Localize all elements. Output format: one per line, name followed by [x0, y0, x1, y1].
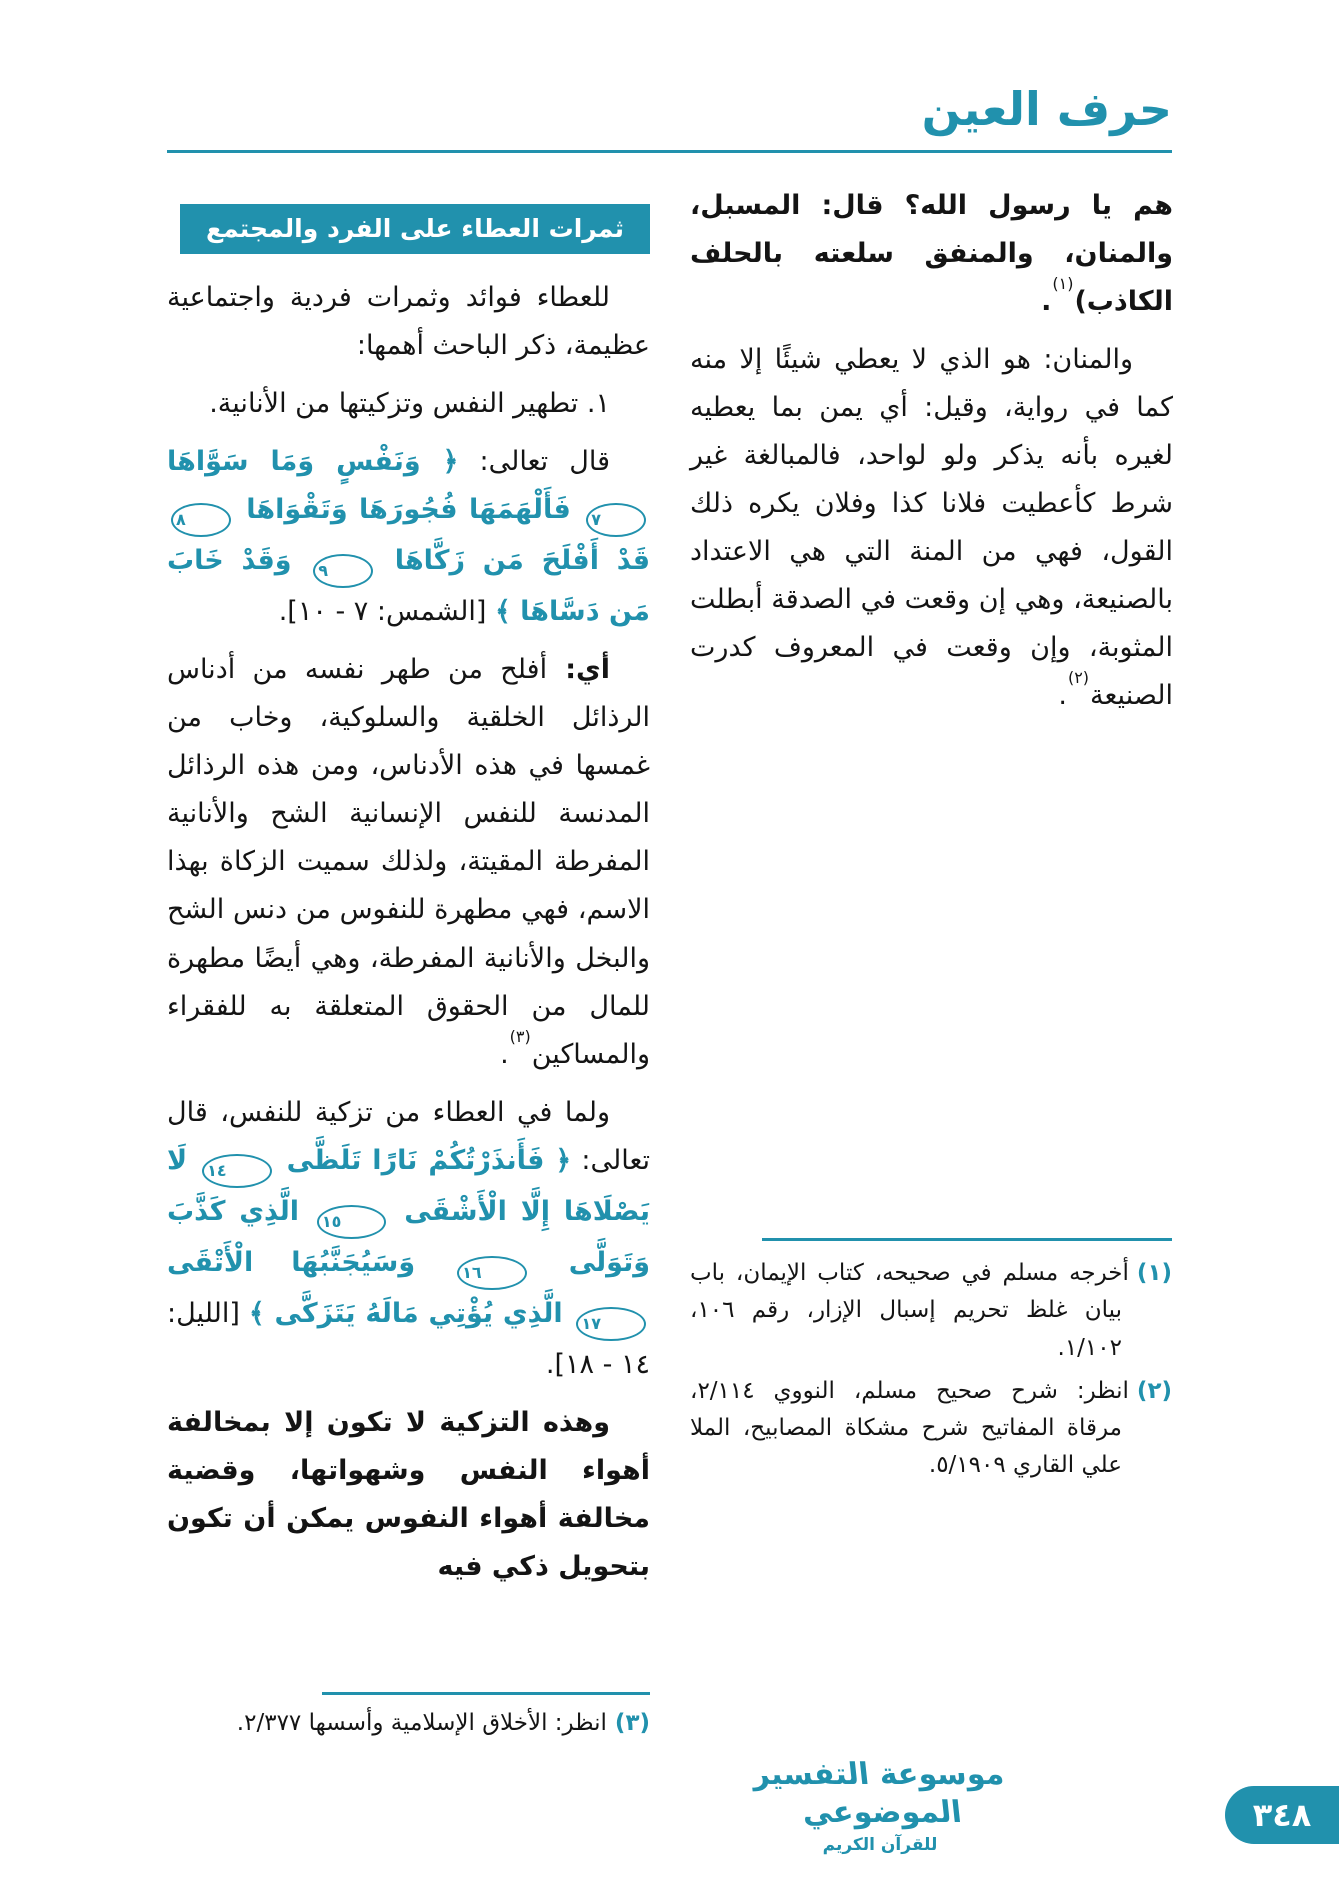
footnotes-separator-left	[322, 1692, 650, 1695]
ayah-number: ٧	[586, 503, 646, 537]
footnote-text-2: انظر: شرح صحيح مسلم، النووي ٢/١١٤، مرقاة المفاتيح شرح مشكاة المصابيح، الملا علي القاري ٥/١٩٠٩.	[690, 1377, 1129, 1479]
tafsir-lead: أي:	[547, 654, 611, 686]
verse-text: ﴿ فَأَنذَرْتُكُمْ نَارًا تَلَظَّى	[275, 1144, 572, 1176]
verse2-reference: [الليل: ١٤ - ١٨].	[167, 1297, 650, 1380]
footnote-marker-2: (٢)	[1136, 1377, 1172, 1404]
verse-text: وَقَدْ خَابَ مَن دَسَّاهَا ﴾	[167, 545, 650, 628]
ayah-number: ١٥	[317, 1205, 387, 1239]
verse-text: قَدْ أَفْلَحَ مَن زَكَّاهَا	[377, 545, 651, 577]
verse-text: فَأَلْهَمَهَا فُجُورَهَا وَتَقْوَاهَا	[234, 494, 583, 526]
ayah-number: ١٤	[202, 1154, 272, 1188]
right-column	[690, 182, 1173, 731]
tafsir-text: أفلح من طهر نفسه من أدناس الرذائل الخلقية والسلوكية، وخاب من غمسها في هذه الأدناس، ومن هذه الرذائل المدنسة للنفس الإنسانية الشح والأنانية المفرطة المقيتة، ولذلك سميت الزكاة بهذا الاسم، فهي مطهرة للنفوس من دنس الشح والبخل والأنانية المفرطة، وهي أيضًا مطهرة للمال من الحقوق المتعلقة به للفقراء والمساكين	[167, 654, 650, 1070]
footnote-marker-3: (٣)	[614, 1710, 650, 1736]
mannan-text: والمنان: هو الذي لا يعطي شيئًا إلا منه كما في رواية، وقيل: أي يمن بما يعطيه لغيره بأنه يذكر ولو لواحد، فالمبالغة غير شرط كأعطيت فلانا كذا وفلان يكره ذلك القول، فهي من المنة التي هي الاعتداد بالصنيعة، وهي إن وقعت في الصدقة أبطلت المثوبة، وإن وقعت في المعروف كدرت الصنيعة	[690, 344, 1173, 712]
section-header-title: حرف العين	[921, 82, 1172, 136]
verse-layl-paragraph	[167, 1089, 650, 1389]
hadith-text: هم يا رسول الله؟ قال: المسبل، والمنان، والمنفق سلعته بالحلف الكاذب)	[690, 190, 1173, 318]
footnote-ref-3: (٣)	[509, 1026, 531, 1046]
header-rule	[167, 150, 1172, 153]
verse-shams-paragraph	[167, 438, 650, 636]
closing-paragraph: وهذه التزكية لا تكون إلا بمخالفة أهواء النفس وشهواتها، وقضية مخالفة أهواء النفوس يمكن أن تكون بتحويل ذكي فيه	[167, 1406, 650, 1582]
verse-text: ﴿ وَنَفْسٍ وَمَا سَوَّاهَا	[167, 446, 459, 478]
list-item-1: ١. تطهير النفس وتزكيتها من الأنانية.	[209, 388, 610, 420]
footnote-ref-2: (٢)	[1067, 668, 1090, 688]
footnotes-separator	[762, 1238, 1172, 1241]
left-column	[167, 200, 650, 1601]
verse-text: لَا يَصْلَاهَا إِلَّا الْأَشْقَى	[167, 1144, 651, 1227]
footnote-marker-1: (١)	[1136, 1260, 1172, 1286]
ayah-number: ١٧	[576, 1307, 646, 1341]
mannan-paragraph	[690, 336, 1173, 720]
verse-text: الَّذِي كَذَّبَ وَتَوَلَّى	[167, 1195, 651, 1278]
verse2-lead: ولما في العطاء من تزكية للنفس، قال تعالى:	[167, 1096, 650, 1176]
publisher-logo	[735, 1756, 1025, 1855]
tafsir-period: .	[500, 1038, 509, 1070]
footnote-ref-1: (١)	[1052, 274, 1074, 294]
tafsir-paragraph	[167, 646, 650, 1078]
verse-text: الَّذِي يُؤْتِي مَالَهُ يَتَزَكَّى ﴾	[248, 1297, 573, 1329]
verse1-lead: قال تعالى:	[458, 446, 610, 478]
mannan-period: .	[1058, 680, 1067, 712]
hadith-period: .	[1041, 286, 1052, 318]
logo-subtitle: للقرآن الكريم	[822, 1835, 938, 1855]
footnote-item-1	[690, 1255, 1172, 1367]
logo-title: موسوعة التفسير الموضوعي	[750, 1757, 1006, 1830]
footnote-item-2	[690, 1373, 1172, 1485]
ayah-number: ٩	[313, 554, 373, 588]
verse1-reference: [الشمس: ٧ - ١٠].	[278, 596, 495, 628]
verse-text: وَسَيُجَنَّبُهَا الْأَتْقَى	[167, 1246, 454, 1278]
hadith-quote-paragraph	[690, 182, 1173, 326]
ayah-number: ٨	[171, 503, 231, 537]
section-heading-box: ثمرات العطاء على الفرد والمجتمع	[180, 204, 650, 254]
page-number-badge: ٣٤٨	[1225, 1786, 1339, 1844]
footnote-text-1: أخرجه مسلم في صحيحه، كتاب الإيمان، باب بيان غلظ تحريم إسبال الإزار، رقم ١٠٦، ١/١٠٢.	[690, 1260, 1129, 1361]
intro-paragraph: للعطاء فوائد وثمرات فردية واجتماعية عظيمة، ذكر الباحث أهمها:	[167, 282, 650, 362]
footnote-item-3	[167, 1705, 650, 1742]
footnotes-right-block	[690, 1238, 1172, 1491]
ayah-number: ١٦	[457, 1256, 527, 1290]
footnotes-left-block	[167, 1692, 650, 1748]
footnote-text-3: انظر: الأخلاق الإسلامية وأسسها ٢/٣٧٧.	[236, 1710, 607, 1736]
